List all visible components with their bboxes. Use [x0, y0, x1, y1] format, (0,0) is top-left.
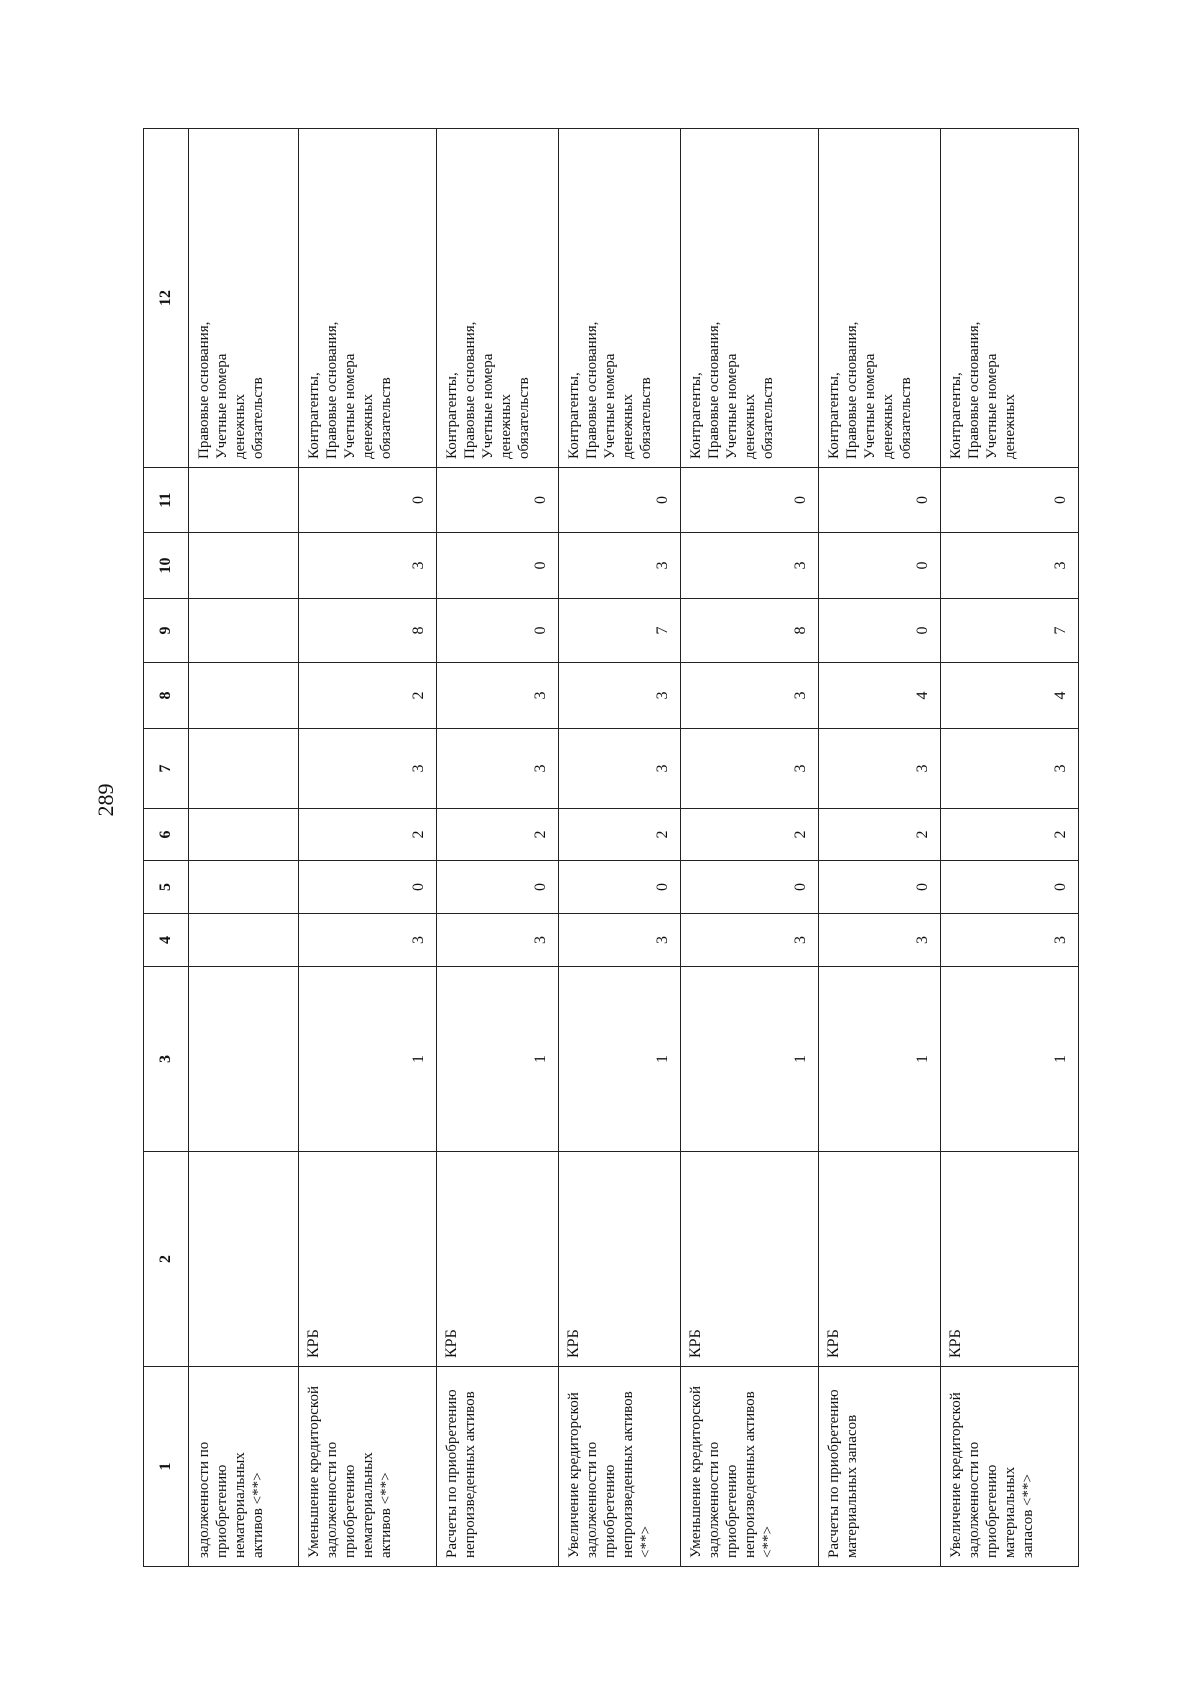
table-cell-c7: 3: [437, 729, 559, 809]
table-cell-c3: 1: [437, 967, 559, 1152]
table-cell-c12: Правовые основания, Учетные номера денежных обязательств: [189, 129, 299, 468]
header-cell: 2: [144, 1152, 189, 1367]
table-cell-c12: Контрагенты, Правовые основания, Учетные номера денежных обязательств: [559, 129, 681, 468]
table-cell-c2: [189, 1152, 299, 1367]
table-cell-c4: 3: [941, 914, 1079, 967]
table-cell-c3: 1: [299, 967, 437, 1152]
table-cell-c6: 2: [941, 809, 1079, 861]
table-cell-c11: 0: [299, 468, 437, 533]
table-cell-c9: 7: [941, 599, 1079, 663]
data-table: [143, 128, 1079, 1567]
table-cell-c12: Контрагенты, Правовые основания, Учетные номера денежных обязательств: [681, 129, 819, 468]
page-number: 289: [93, 783, 118, 817]
table-cell-c6: 2: [437, 809, 559, 861]
table-cell-c11: 0: [819, 468, 941, 533]
table-cell-c1: Увеличение кредиторской задолженности по приобретению непроизведенных активов <**>: [559, 1367, 681, 1567]
header-cell: 1: [144, 1367, 189, 1567]
table-cell-c10: 3: [681, 533, 819, 599]
table-cell-c9: 8: [299, 599, 437, 663]
table-cell-c12: Контрагенты, Правовые основания, Учетные номера денежных: [941, 129, 1079, 468]
table-cell-c2: КРБ: [941, 1152, 1079, 1367]
table-cell-c7: 3: [559, 729, 681, 809]
table-cell-c5: 0: [941, 861, 1079, 914]
table-cell-c8: 3: [437, 663, 559, 729]
table-cell-c11: 0: [437, 468, 559, 533]
table-cell-c10: 0: [819, 533, 941, 599]
table-cell-c9: 7: [559, 599, 681, 663]
table-cell-c5: 0: [681, 861, 819, 914]
table-header: [144, 129, 189, 1567]
table-row: [437, 129, 559, 1567]
table-cell-c9: 0: [819, 599, 941, 663]
table-cell-c11: [189, 468, 299, 533]
table-cell-c8: 4: [941, 663, 1079, 729]
table-cell-c3: 1: [559, 967, 681, 1152]
header-cell: 7: [144, 729, 189, 809]
header-cell: 12: [144, 129, 189, 468]
header-cell: 8: [144, 663, 189, 729]
table-cell-c8: 2: [299, 663, 437, 729]
header-cell: 4: [144, 914, 189, 967]
table-cell-c1: задолженности по приобретению нематериальных активов <**>: [189, 1367, 299, 1567]
table-cell-c7: 3: [941, 729, 1079, 809]
table-cell-c5: 0: [559, 861, 681, 914]
table-row: [681, 129, 819, 1567]
table-cell-c8: [189, 663, 299, 729]
table-cell-c4: 3: [559, 914, 681, 967]
header-cell: 5: [144, 861, 189, 914]
table-cell-c6: [189, 809, 299, 861]
table-cell-c8: 4: [819, 663, 941, 729]
header-cell: 10: [144, 533, 189, 599]
table-cell-c9: 0: [437, 599, 559, 663]
table-cell-c4: 3: [437, 914, 559, 967]
table-cell-c4: 3: [681, 914, 819, 967]
table-cell-c12: Контрагенты, Правовые основания, Учетные номера денежных обязательств: [819, 129, 941, 468]
table-cell-c7: 3: [299, 729, 437, 809]
table-cell-c1: Расчеты по приобретению непроизведенных активов: [437, 1367, 559, 1567]
table-cell-c6: 2: [559, 809, 681, 861]
table-row: [189, 129, 299, 1567]
table-cell-c1: Увеличение кредиторской задолженности по приобретению материальных запасов <**>: [941, 1367, 1079, 1567]
table-cell-c5: [189, 861, 299, 914]
table-cell-c2: КРБ: [559, 1152, 681, 1367]
table-cell-c10: 3: [559, 533, 681, 599]
table-cell-c5: 0: [819, 861, 941, 914]
table-row: [559, 129, 681, 1567]
table-cell-c9: 8: [681, 599, 819, 663]
table-cell-c5: 0: [299, 861, 437, 914]
table-row: [941, 129, 1079, 1567]
table-cell-c6: 2: [681, 809, 819, 861]
table-row: [299, 129, 437, 1567]
table-cell-c12: Контрагенты, Правовые основания, Учетные номера денежных обязательств: [299, 129, 437, 468]
table-cell-c5: 0: [437, 861, 559, 914]
table-cell-c4: 3: [819, 914, 941, 967]
table-cell-c3: 1: [681, 967, 819, 1152]
table-body: [189, 129, 1079, 1567]
table-cell-c1: Уменьшение кредиторской задолженности по приобретению нематериальных активов <**>: [299, 1367, 437, 1567]
table-row: [819, 129, 941, 1567]
header-cell: 9: [144, 599, 189, 663]
table-cell-c6: 2: [819, 809, 941, 861]
header-cell: 6: [144, 809, 189, 861]
table-cell-c7: [189, 729, 299, 809]
table-cell-c7: 3: [819, 729, 941, 809]
table-cell-c3: [189, 967, 299, 1152]
table-cell-c10: 0: [437, 533, 559, 599]
table-cell-c2: КРБ: [819, 1152, 941, 1367]
table-cell-c11: 0: [559, 468, 681, 533]
table-cell-c2: КРБ: [299, 1152, 437, 1367]
table-cell-c2: КРБ: [681, 1152, 819, 1367]
table-cell-c3: 1: [819, 967, 941, 1152]
table-cell-c3: 1: [941, 967, 1079, 1152]
table-cell-c8: 3: [681, 663, 819, 729]
table-cell-c10: 3: [299, 533, 437, 599]
rotated-table-container: [143, 129, 1069, 1567]
table-cell-c12: Контрагенты, Правовые основания, Учетные номера денежных обязательств: [437, 129, 559, 468]
table-cell-c2: КРБ: [437, 1152, 559, 1367]
table-cell-c11: 0: [941, 468, 1079, 533]
table-cell-c1: Уменьшение кредиторской задолженности по приобретению непроизведенных активов <**>: [681, 1367, 819, 1567]
header-cell: 3: [144, 967, 189, 1152]
table-cell-c1: Расчеты по приобретению материальных запасов: [819, 1367, 941, 1567]
table-cell-c10: [189, 533, 299, 599]
table-cell-c10: 3: [941, 533, 1079, 599]
table-cell-c8: 3: [559, 663, 681, 729]
table-cell-c6: 2: [299, 809, 437, 861]
table-cell-c11: 0: [681, 468, 819, 533]
table-cell-c4: [189, 914, 299, 967]
table-cell-c7: 3: [681, 729, 819, 809]
header-cell: 11: [144, 468, 189, 533]
table-cell-c4: 3: [299, 914, 437, 967]
table-cell-c9: [189, 599, 299, 663]
header-row: [144, 129, 189, 1567]
